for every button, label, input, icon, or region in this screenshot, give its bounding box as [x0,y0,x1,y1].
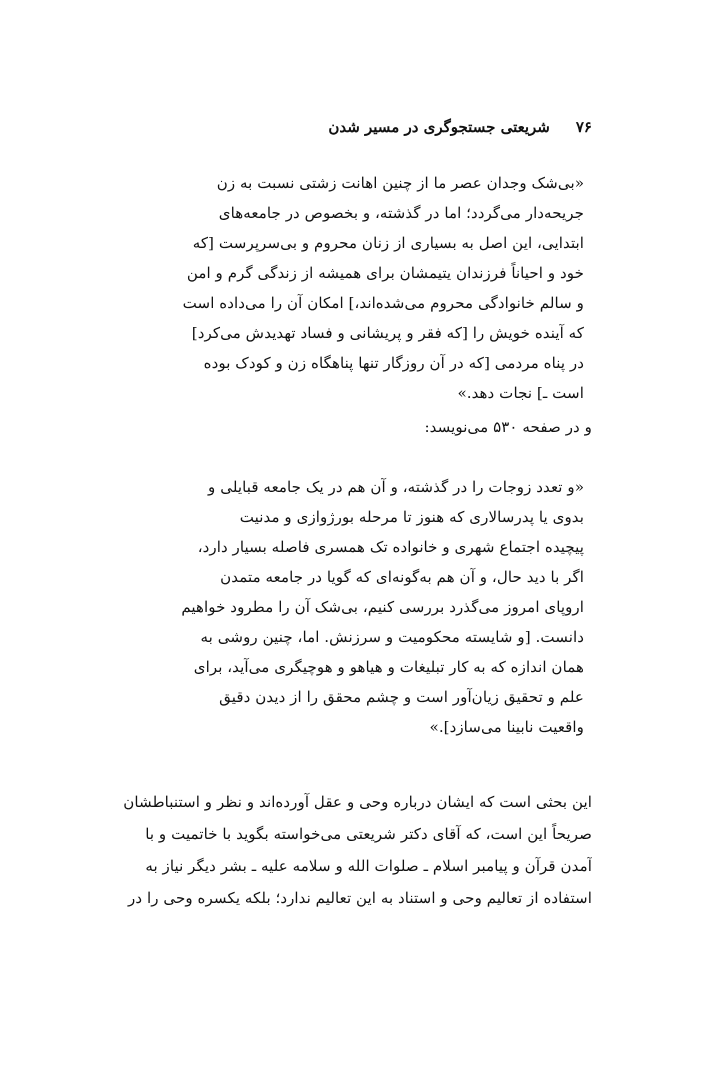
quote-line: و سالم خانوادگی محروم می‌شده‌اند،] امکان آن را می‌داده است [182,294,584,312]
body-paragraph [116,786,592,914]
quote-line: جریحه‌دار می‌گردد؛ اما در گذشته، و بخصوص در جامعه‌های [218,204,584,222]
quote-line: «بی‌شک وجدان عصر ما از چنین اهانت زشتی نسبت به زن [216,174,584,192]
quote-line: «و تعدد زوجات را در گذشته، و آن هم در یک جامعه قبایلی و [208,478,584,496]
quote-block-2 [134,472,584,742]
quote-line: علم و تحقیق زیان‌آور است و چشم محقق را از دیدن دقیق [219,688,584,706]
quote-line: اروپای امروز می‌گذرد بررسی کنیم، بی‌شک آن را مطرود خواهیم [181,598,584,616]
paragraph-line: این بحثی است که ایشان درباره وحی و عقل آورده‌اند و نظر و استنباطشان [123,793,592,811]
page-header [116,118,592,136]
quote-line: خود و احیاناً فرزندان یتیمشان برای همیشه از زندگی گرم و امن [186,264,584,282]
quote-line: واقعیت نابینا می‌سازد].» [429,718,584,736]
quote-line: ابتدایی، این اصل به بسیاری از زنان محروم و بی‌سرپرست [که [192,234,584,252]
paragraph-line: صریحاً این است، که آقای دکتر شریعتی می‌خواسته بگوید با خاتمیت و با [145,825,592,843]
quote-line: اگر با دید حال، و آن هم به‌گونه‌ای که گویا در جامعه متمدن [220,568,584,586]
quote-line: است ـ] نجات دهد.» [457,384,584,402]
intro-line [116,412,592,442]
running-title: شریعتی جستجوگری در مسیر شدن [328,118,550,136]
quote-line: در پناه مردمی [که در آن روزگار تنها پناهگاه زن و کودک بوده [203,354,584,372]
quote-line: همان اندازه که به کار تبلیغات و هیاهو و هوچیگری می‌آید، برای [193,658,584,676]
quote-line: پیچیده اجتماع شهری و خانواده تک همسری فاصله بسیار دارد، [197,538,584,556]
paragraph-line: آمدن قرآن و پیامبر اسلام ـ صلوات الله و سلامه علیه ـ بشر دیگر نیاز به [145,857,592,875]
intro-text: و در صفحه ۵۳۰ می‌نویسد: [424,418,592,436]
paragraph-line: استفاده از تعالیم وحی و استناد به این تعالیم ندارد؛ بلکه یکسره وحی را در [128,889,592,907]
quote-block-1 [134,168,584,408]
quote-line: بدوی یا پدرسالاری که هنوز تا مرحله بورژوازی و مدنیت [239,508,584,526]
quote-line: دانست. [و شایسته محکومیت و سرزنش. اما، چنین روشی به [200,628,584,646]
quote-line: که آینده خویش را [که فقر و پریشانی و فساد تهدیدش می‌کرد] [191,324,584,342]
page-number: ۷۶ [575,118,592,136]
